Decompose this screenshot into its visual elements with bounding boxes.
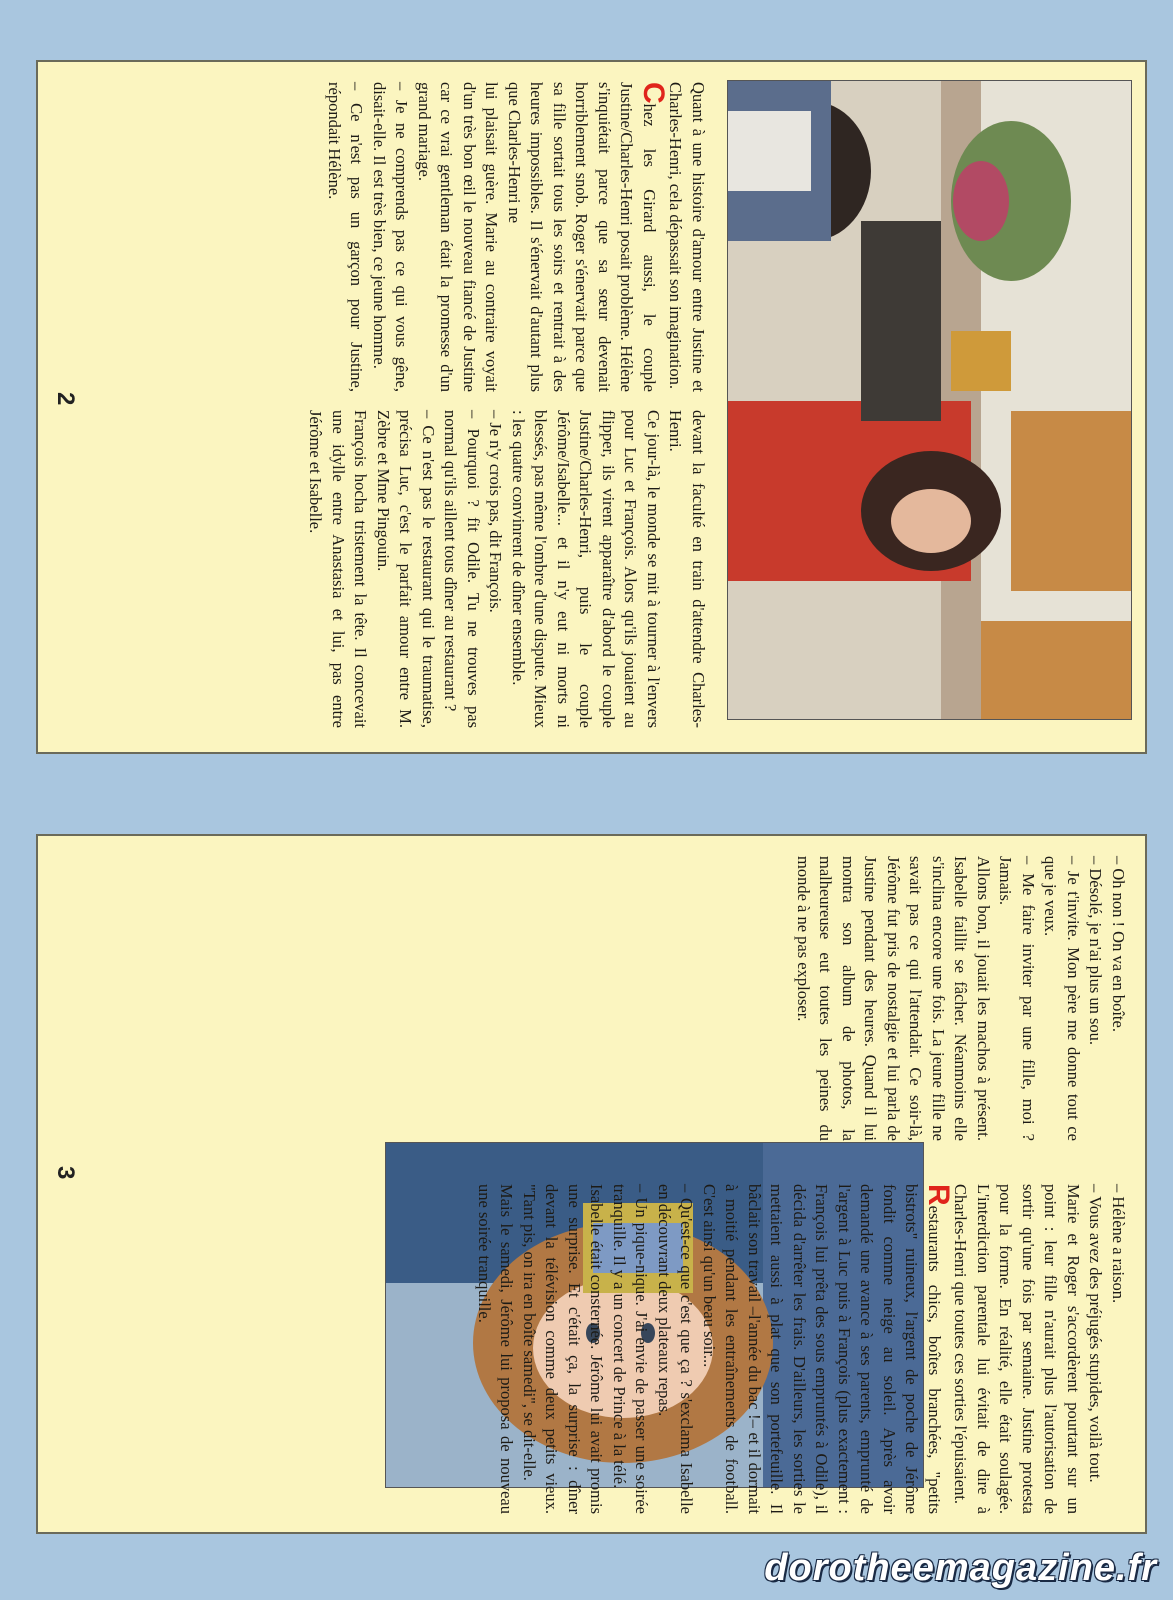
- paragraph: – Je t'invite. Mon père me donne tout ce que je veux.: [1041, 856, 1083, 1141]
- paragraph: – Pourquoi ? fit Odile. Tu ne trouves pas normal qu'ils aillent tous dîner au restaurant ?: [441, 410, 483, 728]
- paragraph: – Désolé, je n'ai plus un sou.: [1086, 856, 1106, 1046]
- page-3-column-1: [792, 856, 1130, 1141]
- paragraph-with-dropcap: [698, 1184, 955, 1514]
- site-watermark: dorotheemagazine.fr: [764, 1547, 1157, 1589]
- paragraph: – Me faire inviter par une fille, moi ? Jamais.: [996, 856, 1038, 1141]
- paragraph: – Je n'y crois pas, dit François.: [486, 410, 506, 613]
- paragraph: Allons bon, il jouait les machos à présent. Isabelle faillit se fâcher. Néanmoins elle s'inclina encore une fois. La jeune fille ne savait pas ce qui l'attendait. Ce soir-là, Jérôme fut pris de nostalgie et lui parla de Justine pendant des heures. Quand il lui montra son album de photos, la malheureuse eut toutes les peines du monde à ne pas exploser.: [794, 856, 993, 1141]
- page-number: 2: [52, 392, 79, 406]
- paragraph: Marie et Roger s'accordèrent pourtant sur un point : leur fille n'aurait plus l'autorisation de sortir qu'une fois par semaine. Justine protesta pour la forme. En réalité, elle était soulagée. L'interdiction parentale lui évitait de dire à Charles-Henri que toutes ces sorties l'épuisaient.: [951, 1184, 1083, 1514]
- paragraph: – Qu'est-ce que c'est que ça ? s'exclama Isabelle en découvrant deux plateaux repas.: [655, 1184, 697, 1514]
- paragraph: lui plaisait guère. Marie au contraire voyait d'un très bon œil le nouveau fiancé de Justine car ce vrai gentleman était la promesse d'un grand mariage.: [415, 82, 502, 392]
- drop-cap: R: [922, 1184, 955, 1206]
- page-2-content: [38, 62, 1149, 756]
- paragraph-text: hez les Girard aussi, le couple Justine/Charles-Henri posait problème. Hélène s'inquiétait parce que sa sœur devenait horriblement snob. Roger s'énervait parce que sa fille sortait tous les soirs et rentrait à des heures impossibles. Il s'énervait d'autant plus que Charles-Henri ne: [505, 82, 659, 392]
- page-3-content: [38, 836, 1149, 1536]
- paragraph: François hocha tristement la tête. Il concevait une idylle entre Anastasia et lui, pas entre Jérôme et Isabelle.: [306, 410, 371, 728]
- paragraph: Isabelle était consternée. Jérôme lui avait promis une surprise. Et c'était ça, la surprise : dîner devant la télévision comme deux petits vieux. "Tant pis, on ira en boîte samedi", se dit-elle.: [520, 1184, 607, 1514]
- page-3-column-right-text: [473, 1184, 1130, 1514]
- paragraph: – Je ne comprends pas ce qui vous gêne, disait-elle. Il est très bien, ce jeune homme.: [370, 82, 412, 392]
- paragraph: devant la faculté en train d'attendre Charles-Henri.: [666, 410, 708, 728]
- page-2: [36, 60, 1147, 754]
- paragraph: – Vous avez des préjugés stupides, voilà tout.: [1086, 1184, 1106, 1483]
- page-number: 3: [52, 1166, 79, 1180]
- paragraph: – Oh non ! On va en boîte.: [1109, 856, 1128, 1032]
- paragraph: – Hélène a raison.: [1109, 1184, 1128, 1304]
- paragraph: – Ce n'est pas le restaurant qui le traumatise, précisa Luc, c'est le parfait amour entre M. Zèbre et Mme Pingouin.: [374, 410, 438, 728]
- drop-cap: C: [637, 82, 670, 104]
- paragraph: – Ce n'est pas un garçon pour Justine, répondait Hélène.: [325, 82, 367, 392]
- paragraph: Quant à une histoire d'amour entre Justine et Charles-Henri, cela dépassait son imagination.: [666, 82, 708, 392]
- paragraph-with-dropcap: [503, 82, 670, 392]
- paragraph: Ce jour-là, le monde se mit à tourner à l'envers pour Luc et François. Alors qu'ils jouaient au flipper, ils virent apparaître d'abord le couple Justine/Charles-Henri, puis le couple Jérôme/Isabelle... et il n'y eut ni morts ni blessés, pas même l'ombre d'une dispute. Mieux : les quatre convinrent de dîner ensemble.: [509, 410, 663, 728]
- page-2-column-1: [323, 82, 710, 392]
- paragraph-text: estaurants chics, boîtes branchées, "petits bistrots" ruineux, l'argent de poche de Jérôme fondit comme neige au soleil. Après avoir demandé une avance à ses parents, emprunté de l'argent à Luc puis à François (plus exactement : François lui prêta des sous empruntés à Odile), il décida d'arrêter les frais. D'ailleurs, les sorties le mettaient aussi à plat que son portefeuille. Il bâclait son travail –l'année du bac !– et il dormait à moitié pendant les entraînements de football. C'est ainsi qu'un beau soir...: [700, 1184, 944, 1514]
- paragraph: Mais le samedi, Jérôme lui proposa de nouveau une soirée tranquille.: [475, 1184, 517, 1514]
- kitchen-photo: [727, 80, 1132, 720]
- page-2-column-2: [304, 410, 709, 728]
- page-3: [36, 834, 1147, 1534]
- paragraph: – Un pique-nique. J'ai envie de passer une soirée tranquille. Il y a un concert de Prince à la télé.: [610, 1184, 652, 1514]
